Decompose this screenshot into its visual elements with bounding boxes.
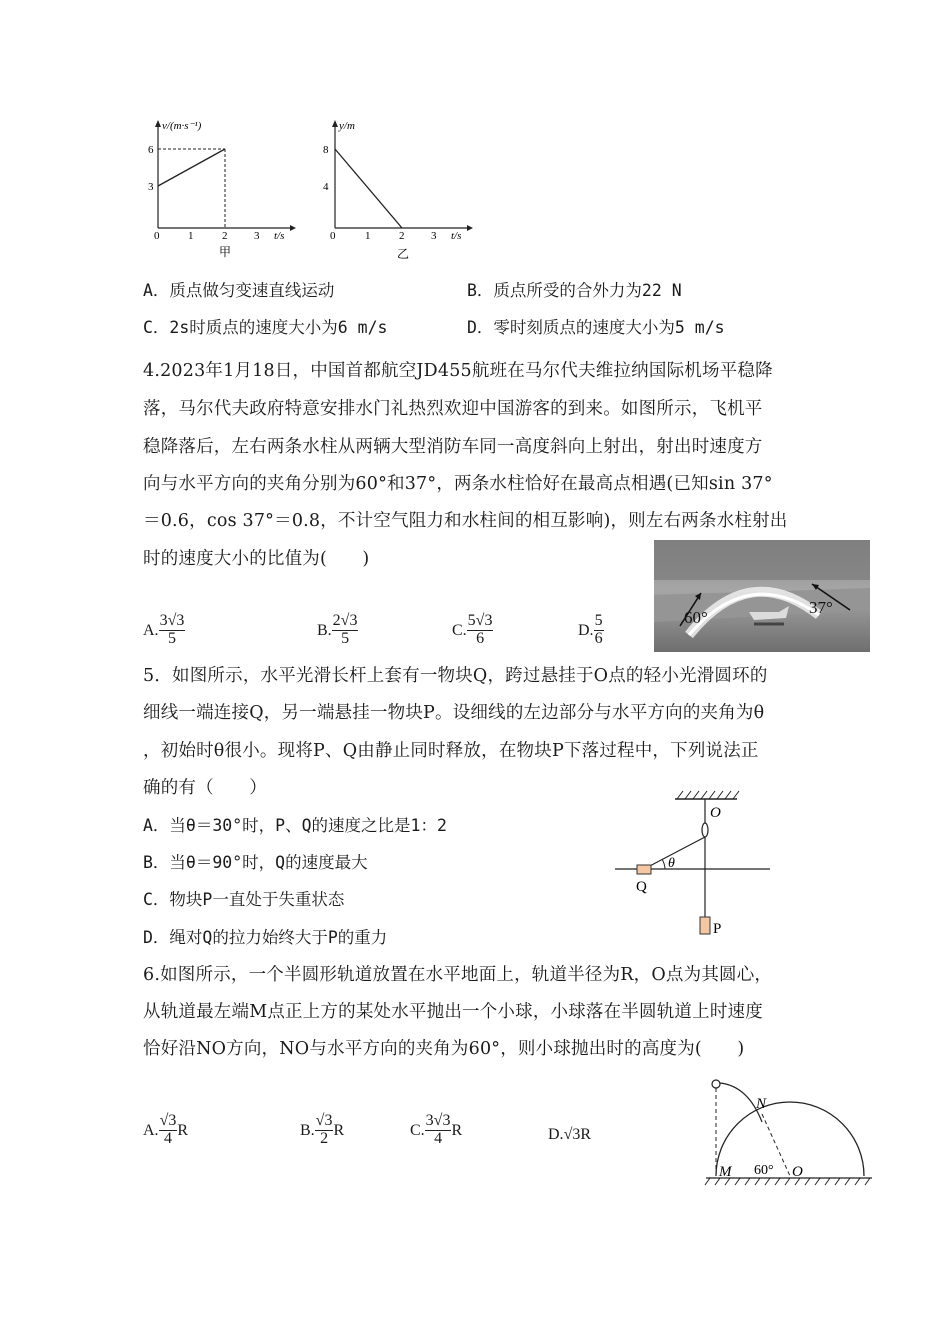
q6-option-c-suffix: R: [451, 1121, 463, 1139]
q4-line-4: 向与水平方向的夹角分别为60°和37°，两条水柱恰好在最高点相遇(已知sin 37°: [143, 474, 773, 494]
graph-jia: [140, 115, 300, 265]
angle-60-fig-label: 60°: [754, 1163, 774, 1178]
ball: [712, 1080, 720, 1088]
jia-xlabel: t/s: [274, 230, 285, 242]
q5-option-a: A．当θ＝30°时，P、Q的速度之比是1：2: [143, 816, 447, 835]
q4-option-d: [578, 613, 604, 648]
pulley-figure: [615, 785, 775, 945]
q4-line-6: 时的速度大小的比值为( ): [143, 549, 370, 569]
jia-ytick-6: 6: [148, 144, 154, 156]
q6-option-b-den: 2: [320, 1129, 329, 1147]
yi-xtick-0: 0: [330, 230, 336, 242]
block-p: [700, 917, 710, 934]
water-salute-photo: [654, 540, 870, 652]
jia-ytick-3: 3: [148, 181, 154, 193]
q4-option-c: [452, 613, 493, 648]
q4-option-a: [143, 613, 185, 648]
q3-option-b: B．质点所受的合外力为22 N: [467, 281, 682, 300]
q6-option-d-label: D.: [548, 1126, 564, 1143]
q6-option-a-den: 4: [163, 1129, 172, 1147]
q4-option-b-label: B.: [317, 621, 332, 639]
q6-line-3: 恰好沿NO方向，NO与水平方向的夹角为60°，则小球抛出时的高度为( ): [143, 1039, 745, 1059]
graph-yi: [317, 115, 477, 265]
q6-option-b-label: B.: [300, 1121, 315, 1139]
q6-option-c: [410, 1113, 462, 1148]
jia-caption: 甲: [219, 245, 232, 259]
yi-ytick-4: 4: [323, 181, 329, 193]
angle-37-label: 37°: [809, 598, 833, 617]
block-q: [637, 865, 651, 874]
angle-theta-label: θ: [668, 856, 675, 871]
yi-caption: 乙: [397, 247, 410, 261]
point-m-label: M: [719, 1164, 732, 1180]
point-n-label: N: [756, 1096, 767, 1112]
q4-option-c-label: C.: [452, 621, 467, 639]
q4-option-b-num: 2√3: [332, 612, 358, 629]
q4-option-a-num: 3√3: [159, 612, 185, 629]
q5-option-b: B．当θ＝90°时，Q的速度最大: [143, 853, 368, 872]
q6-option-c-num: 3√3: [425, 1112, 451, 1129]
q5-option-c: C．物块P一直处于失重状态: [143, 890, 345, 909]
q5-line-3: ，初始时θ很小。现将P、Q由静止同时释放，在物块P下落过程中，下列说法正: [143, 741, 759, 761]
q6-option-a-num: √3: [159, 1112, 177, 1129]
q6-option-c-label: C.: [410, 1121, 425, 1139]
q4-line-1: 4.2023年1月18日，中国首都航空JD455航班在马尔代夫维拉纳国际机场平稳降: [143, 361, 773, 381]
semicircle-figure: [700, 1070, 880, 1190]
q5-option-d: D．绳对Q的拉力始终大于P的重力: [143, 928, 388, 947]
yi-xtick-3: 3: [431, 230, 437, 242]
q5-line-4: 确的有（ ）: [143, 778, 267, 798]
q4-option-d-label: D.: [578, 621, 594, 639]
q4-option-b: [317, 613, 358, 648]
q3-option-d: D．零时刻质点的速度大小为5 m/s: [467, 318, 725, 337]
jia-ylabel: v/(m·s⁻¹): [162, 120, 202, 132]
yi-data-line: [335, 149, 402, 228]
q4-option-c-den: 6: [476, 629, 485, 647]
q4-line-3: 稳降落后，左右两条水柱从两辆大型消防车同一高度斜向上射出，射出时速度方: [143, 437, 763, 457]
q6-option-a-suffix: R: [177, 1121, 189, 1139]
q6-option-b-suffix: R: [333, 1121, 345, 1139]
q6-option-d-text: √3R: [563, 1126, 592, 1143]
q4-option-a-den: 5: [167, 629, 176, 647]
q3-option-c: C．2s时质点的速度大小为6 m/s: [143, 318, 388, 337]
yi-xtick-2: 2: [399, 230, 405, 242]
point-o-fig-label: O: [792, 1164, 803, 1180]
yi-xlabel: t/s: [451, 230, 462, 242]
q6-option-d: [548, 1124, 591, 1144]
q5-line-2: 细线一端连接Q，另一端悬挂一物块P。设细线的左边部分与水平方向的夹角为θ: [143, 703, 765, 723]
jia-xtick-3: 3: [254, 230, 260, 242]
jia-xtick-1: 1: [188, 230, 194, 242]
q5-line-1: 5．如图所示，水平光滑长杆上套有一物块Q，跨过悬挂于O点的轻小光滑圆环的: [143, 666, 768, 686]
q6-option-a: [143, 1113, 188, 1148]
yi-ylabel: y/m: [339, 120, 355, 132]
q6-line-1: 6.如图所示，一个半圆形轨道放置在水平地面上，轨道半径为R，O点为其圆心，: [143, 965, 773, 985]
jia-data-line: [158, 149, 225, 186]
block-p-label: P: [713, 921, 722, 937]
q6-option-c-den: 4: [434, 1129, 443, 1147]
q4-option-b-den: 5: [341, 629, 350, 647]
q4-option-c-num: 5√3: [467, 612, 493, 629]
q6-option-b: [300, 1113, 344, 1148]
jia-xtick-0: 0: [154, 230, 160, 242]
q4-option-d-den: 6: [594, 629, 603, 647]
yi-xtick-1: 1: [365, 230, 371, 242]
q4-line-5: ＝0.6，cos 37°＝0.8，不计空气阻力和水柱间的相互影响)，则左右两条水柱射出: [143, 511, 788, 531]
point-o-label: O: [710, 805, 721, 821]
q6-option-a-label: A.: [143, 1121, 159, 1139]
q4-option-d-num: 5: [594, 612, 603, 629]
block-q-label: Q: [636, 879, 647, 895]
q4-option-a-label: A.: [143, 621, 159, 639]
jia-xtick-2: 2: [222, 230, 228, 242]
q6-option-b-num: √3: [315, 1112, 333, 1129]
q6-line-2: 从轨道最左端M点正上方的某处水平抛出一个小球，小球落在半圆轨道上时速度: [143, 1002, 763, 1022]
q4-line-2: 落，马尔代夫政府特意安排水门礼热烈欢迎中国游客的到来。如图所示，飞机平: [143, 399, 763, 419]
yi-ytick-8: 8: [323, 144, 329, 156]
q3-option-a: A．质点做匀变速直线运动: [143, 281, 335, 300]
angle-60-label: 60°: [684, 608, 708, 627]
